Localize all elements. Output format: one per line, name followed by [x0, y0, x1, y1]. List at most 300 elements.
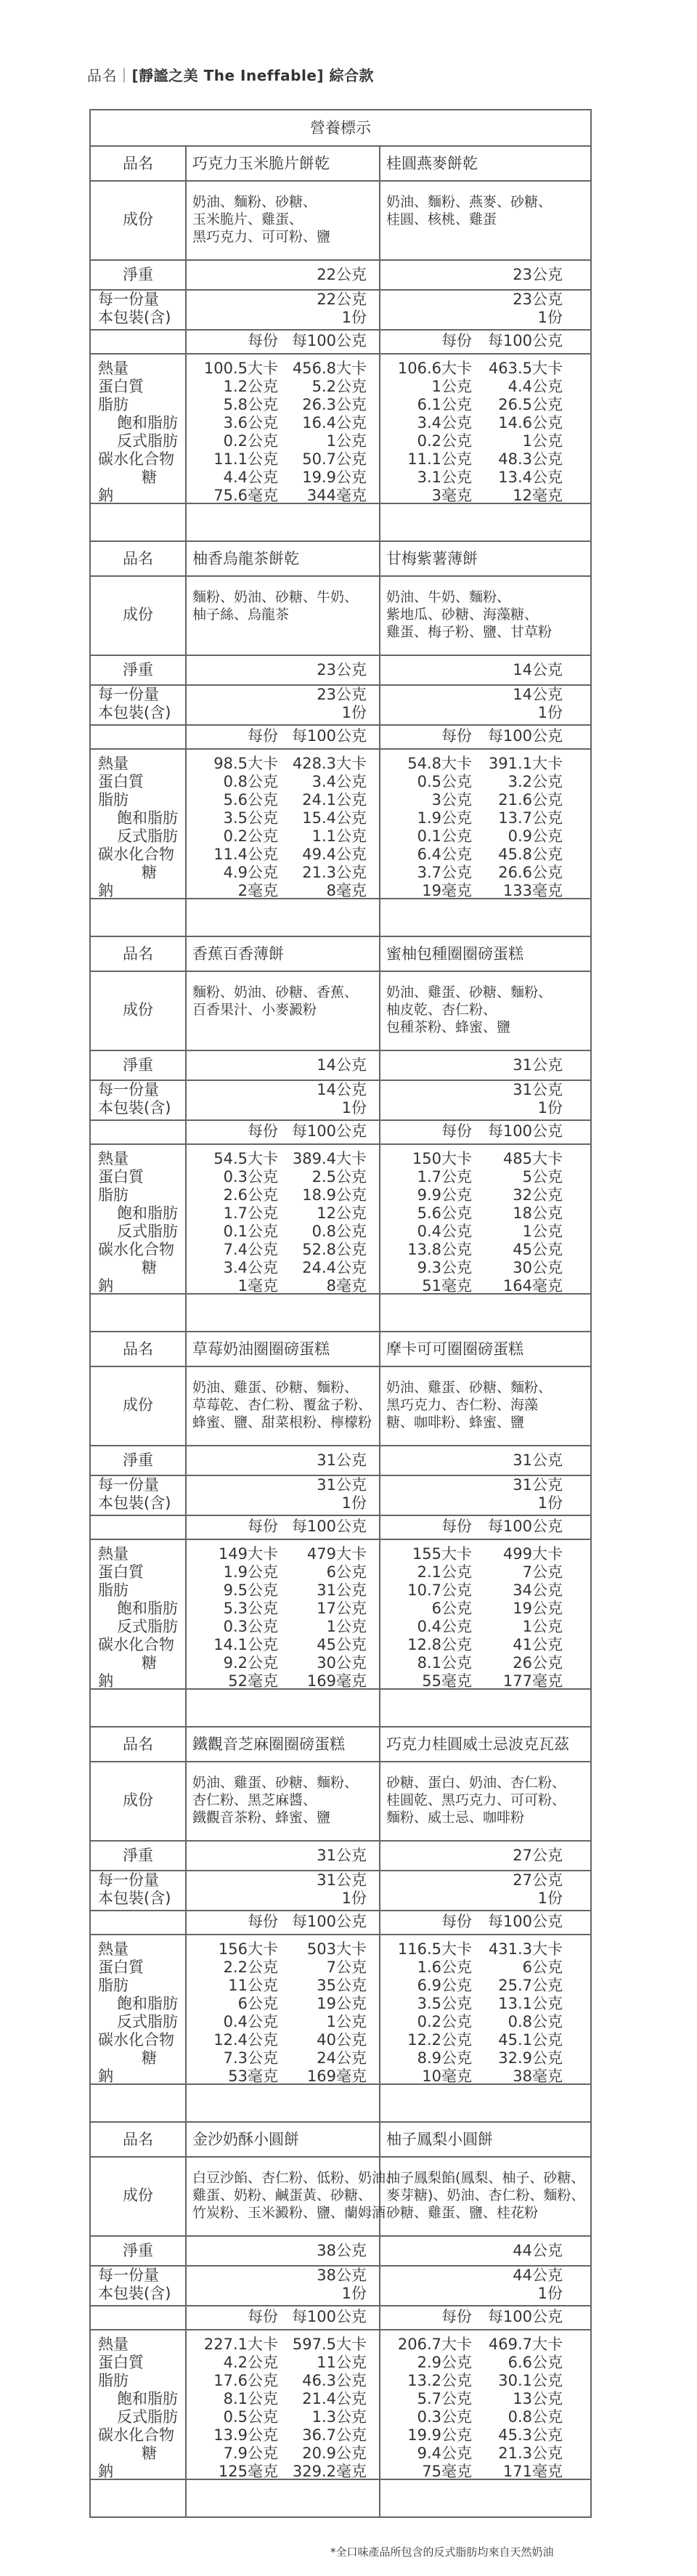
- col-header-per-100g: 每100公克: [487, 1122, 563, 1140]
- net-weight-value: 23公克: [317, 661, 367, 679]
- row-divider: [91, 259, 590, 261]
- nutrient-value-per-100g: 431.3大卡: [488, 1940, 563, 1958]
- col-header-per-serving: 每份: [441, 1913, 472, 1930]
- nutrient-value-per-serving: 3毫克: [431, 487, 472, 504]
- ingredients-line: 柚皮乾、杏仁粉、: [386, 1002, 497, 1018]
- nutrient-value-per-100g: 21.6公克: [498, 791, 563, 809]
- row-divider: [91, 971, 590, 972]
- col-header-per-100g: 每100公克: [291, 727, 367, 745]
- product-name: 柚香烏龍茶餅乾: [192, 550, 299, 567]
- nutrient-value-per-serving: 1.9公克: [223, 1563, 278, 1581]
- nutrient-value-per-serving: 0.4公克: [417, 1223, 472, 1240]
- nutrient-value-per-serving: 125毫克: [218, 2463, 278, 2480]
- row-divider: [91, 1910, 590, 1911]
- label-ingredients: 成份: [123, 211, 153, 228]
- nutrient-value-per-serving: 0.3公克: [223, 1618, 278, 1635]
- nutrient-value-per-100g: 32公克: [513, 1186, 563, 1204]
- col-header-per-100g: 每100公克: [487, 1518, 563, 1535]
- nutrient-value-per-100g: 46.3公克: [302, 2372, 367, 2389]
- label-net-weight: 淨重: [123, 2242, 153, 2259]
- ingredients-text: [386, 588, 552, 641]
- nutrient-label: 熱量: [98, 1940, 129, 1958]
- nutrient-value-per-100g: 5公克: [522, 1168, 563, 1186]
- nutrient-label: 碳水化合物: [98, 1636, 174, 1653]
- nutrient-value-per-100g: 479大卡: [306, 1545, 367, 1563]
- nutrient-value-per-100g: 171毫克: [502, 2463, 563, 2480]
- serving-size-value: 31公克: [513, 1476, 563, 1494]
- nutrient-value-per-serving: 100.5大卡: [203, 360, 278, 377]
- nutrient-label: 蛋白質: [98, 1168, 144, 1186]
- nutrient-value-per-serving: 55毫克: [422, 1672, 472, 1690]
- ingredients-line: 奶油、雞蛋、砂糖、麵粉、: [192, 1775, 359, 1791]
- nutrient-value-per-100g: 13.7公克: [498, 809, 563, 827]
- nutrient-value-per-100g: 40公克: [317, 2031, 367, 2049]
- nutrient-value-per-serving: 206.7大卡: [397, 2336, 472, 2353]
- nutrient-value-per-serving: 0.5公克: [223, 2408, 278, 2426]
- nutrient-label: 反式脂肪: [117, 432, 178, 450]
- col-header-per-serving: 每份: [441, 332, 472, 349]
- nutrient-label: 熱量: [98, 2336, 129, 2353]
- label-ingredients: 成份: [123, 606, 153, 623]
- ingredients-line: 麵粉、威士忌、咖啡粉: [386, 1810, 525, 1826]
- ingredients-line: 包種茶粉、蜂蜜、鹽: [386, 1019, 511, 1035]
- serving-size-value: 23公克: [317, 686, 367, 703]
- col-header-per-100g: 每100公克: [291, 332, 367, 349]
- column-divider: [379, 147, 380, 540]
- label-name: 品名: [123, 2131, 153, 2148]
- nutrient-value-per-100g: 34公克: [513, 1581, 563, 1599]
- table-body: [91, 147, 590, 2516]
- row-divider: [91, 1840, 590, 1842]
- nutrient-value-per-100g: 11公克: [317, 2354, 367, 2371]
- servings-per-package-value: 1份: [537, 704, 563, 721]
- col-header-per-100g: 每100公克: [291, 1122, 367, 1140]
- nutrient-value-per-serving: 7.9公克: [223, 2445, 278, 2462]
- ingredients-text: [386, 984, 552, 1036]
- product-name: 鐵觀音芝麻圈圈磅蛋糕: [192, 1735, 345, 1753]
- nutrient-value-per-100g: 5.2公克: [311, 378, 367, 395]
- nutrient-value-per-serving: 75.6毫克: [213, 487, 278, 504]
- nutrient-value-per-100g: 0.8公克: [508, 2408, 563, 2426]
- row-divider: [91, 329, 590, 331]
- net-weight-value: 38公克: [317, 2242, 367, 2259]
- nutrient-value-per-100g: 2.5公克: [311, 1168, 367, 1186]
- nutrient-value-per-serving: 9.4公克: [417, 2445, 472, 2462]
- nutrient-label: 碳水化合物: [98, 1241, 174, 1258]
- nutrient-value-per-serving: 13.8公克: [407, 1241, 472, 1258]
- product-name: 摩卡可可圈圈磅蛋糕: [386, 1340, 523, 1358]
- nutrient-value-per-serving: 4.9公克: [223, 864, 278, 881]
- nutrient-value-per-100g: 52.8公克: [302, 1241, 367, 1258]
- nutrient-value-per-100g: 169毫克: [306, 1672, 367, 1690]
- column-divider: [379, 1728, 380, 2121]
- ingredients-text: [192, 1774, 358, 1826]
- nutrient-value-per-serving: 14.1公克: [213, 1636, 278, 1653]
- nutrient-value-per-100g: 45公克: [513, 1241, 563, 1258]
- ingredients-line: 柚子鳳梨餡(鳳梨、柚子、砂糖、: [386, 2170, 585, 2186]
- nutrient-value-per-serving: 1.7公克: [223, 1204, 278, 1222]
- nutrient-value-per-100g: 49.4公克: [302, 846, 367, 863]
- nutrient-value-per-100g: 25.7公克: [498, 1977, 563, 1994]
- ingredients-text: [386, 2169, 584, 2221]
- nutrient-value-per-serving: 52毫克: [228, 1672, 278, 1690]
- ingredients-text: [386, 1379, 552, 1431]
- product-name: 巧克力玉米脆片餅乾: [192, 155, 330, 172]
- nutrient-value-per-serving: 6公克: [431, 1600, 472, 1617]
- col-header-per-100g: 每100公克: [487, 332, 563, 349]
- nutrient-value-per-100g: 19公克: [317, 1995, 367, 2012]
- ingredients-line: 紫地瓜、砂糖、海藻糖、: [386, 607, 539, 623]
- row-divider: [91, 748, 590, 750]
- nutrient-value-per-serving: 53毫克: [228, 2067, 278, 2085]
- nutrient-value-per-serving: 98.5大卡: [213, 755, 278, 772]
- ingredients-line: 奶油、雞蛋、砂糖、麵粉、: [386, 984, 553, 1000]
- row-divider: [91, 1761, 590, 1762]
- label-package: 本包裝(含): [98, 309, 171, 326]
- row-divider: [91, 2329, 590, 2330]
- nutrient-value-per-serving: 2.6公克: [223, 1186, 278, 1204]
- nutrient-value-per-serving: 54.8大卡: [407, 755, 472, 772]
- nutrient-value-per-serving: 3.1公克: [417, 469, 472, 486]
- servings-per-package-value: 1份: [537, 309, 563, 326]
- net-weight-value: 23公克: [513, 266, 563, 283]
- nutrient-label: 飽和脂肪: [117, 414, 178, 432]
- ingredients-line: 黑巧克力、杏仁粉、海藻: [386, 1397, 539, 1413]
- label-serving: 每一份量: [98, 1476, 159, 1494]
- nutrient-value-per-serving: 9.5公克: [223, 1581, 278, 1599]
- row-divider: [91, 1934, 590, 1935]
- nutrient-label: 糖: [142, 1259, 157, 1276]
- nutrient-value-per-100g: 45公克: [317, 1636, 367, 1653]
- label-net-weight: 淨重: [123, 1451, 153, 1469]
- nutrient-value-per-100g: 463.5大卡: [488, 360, 563, 377]
- nutrient-value-per-serving: 0.5公克: [417, 773, 472, 790]
- nutrient-value-per-100g: 45.3公克: [498, 2426, 563, 2444]
- row-divider: [91, 1539, 590, 1540]
- serving-size-value: 31公克: [513, 1081, 563, 1098]
- col-header-per-serving: 每份: [248, 1913, 278, 1930]
- nutrient-value-per-100g: 21.3公克: [498, 2445, 563, 2462]
- nutrient-value-per-serving: 0.4公克: [417, 1618, 472, 1635]
- net-weight-value: 31公克: [513, 1451, 563, 1469]
- nutrient-value-per-100g: 1公克: [522, 432, 563, 450]
- label-package: 本包裝(含): [98, 1099, 171, 1117]
- nutrient-value-per-serving: 12.2公克: [407, 2031, 472, 2049]
- product-name: 甘梅紫薯薄餅: [386, 550, 478, 567]
- nutrient-value-per-100g: 1公克: [326, 1618, 367, 1635]
- nutrient-value-per-100g: 21.4公克: [302, 2390, 367, 2407]
- nutrient-value-per-serving: 5.7公克: [417, 2390, 472, 2407]
- nutrient-label: 鈉: [98, 487, 113, 504]
- nutrient-value-per-100g: 13.4公克: [498, 469, 563, 486]
- nutrient-value-per-100g: 3.2公克: [508, 773, 563, 790]
- nutrient-value-per-100g: 1公克: [326, 2013, 367, 2030]
- serving-size-value: 22公克: [317, 291, 367, 308]
- nutrient-value-per-serving: 0.2公克: [223, 432, 278, 450]
- label-name: 品名: [123, 550, 153, 567]
- servings-per-package-value: 1份: [537, 2285, 563, 2302]
- nutrient-value-per-100g: 0.8公克: [508, 2013, 563, 2030]
- nutrient-value-per-serving: 13.2公克: [407, 2372, 472, 2389]
- nutrient-value-per-serving: 11.1公克: [407, 450, 472, 468]
- nutrient-value-per-serving: 12.8公克: [407, 1636, 472, 1653]
- net-weight-value: 44公克: [513, 2242, 563, 2259]
- nutrient-value-per-serving: 6.4公克: [417, 846, 472, 863]
- col-header-per-serving: 每份: [248, 727, 278, 745]
- nutrient-value-per-100g: 7公克: [326, 1959, 367, 1976]
- nutrient-value-per-100g: 48.3公克: [498, 450, 563, 468]
- label-ingredients: 成份: [123, 1396, 153, 1414]
- label-net-weight: 淨重: [123, 661, 153, 679]
- nutrient-value-per-serving: 5.3公克: [223, 1600, 278, 1617]
- net-weight-value: 31公克: [513, 1056, 563, 1074]
- servings-per-package-value: 1份: [341, 309, 367, 326]
- nutrient-value-per-serving: 3.7公克: [417, 864, 472, 881]
- col-header-per-100g: 每100公克: [291, 2308, 367, 2325]
- row-divider: [91, 1445, 590, 1446]
- nutrient-value-per-100g: 499大卡: [502, 1545, 563, 1563]
- ingredients-line: 奶油、雞蛋、砂糖、麵粉、: [386, 1380, 553, 1396]
- nutrient-value-per-serving: 1公克: [431, 378, 472, 395]
- nutrient-value-per-100g: 21.3公克: [302, 864, 367, 881]
- serving-size-value: 38公克: [317, 2267, 367, 2284]
- nutrient-label: 鈉: [98, 882, 113, 899]
- nutrient-value-per-100g: 31公克: [317, 1581, 367, 1599]
- ingredients-line: 桂圓、核桃、雞蛋: [386, 211, 497, 227]
- ingredients-line: 玉米脆片、雞蛋、: [192, 211, 303, 227]
- nutrient-label: 脂肪: [98, 1186, 129, 1204]
- serving-size-value: 27公克: [513, 1871, 563, 1889]
- product-name: 草莓奶油圈圈磅蛋糕: [192, 1340, 330, 1358]
- label-name: 品名: [123, 1735, 153, 1753]
- label-net-weight: 淨重: [123, 1847, 153, 1864]
- net-weight-value: 27公克: [513, 1847, 563, 1864]
- nutrient-value-per-serving: 9.3公克: [417, 1259, 472, 1276]
- nutrient-label: 反式脂肪: [117, 2013, 178, 2030]
- nutrient-value-per-serving: 4.4公克: [223, 469, 278, 486]
- row-divider: [91, 1515, 590, 1516]
- nutrient-label: 鈉: [98, 2067, 113, 2085]
- nutrient-label: 反式脂肪: [117, 827, 178, 845]
- ingredients-line: 奶油、麵粉、燕麥、砂糖、: [386, 194, 553, 210]
- nutrient-value-per-serving: 0.1公克: [417, 827, 472, 845]
- product-block: [91, 2123, 590, 2516]
- column-divider: [379, 937, 380, 1331]
- ingredients-line: 雞蛋、奶粉、鹹蛋黃、砂糖、: [192, 2187, 372, 2203]
- nutrient-value-per-100g: 329.2毫克: [292, 2463, 367, 2480]
- nutrient-value-per-serving: 0.3公克: [417, 2408, 472, 2426]
- nutrient-value-per-100g: 8毫克: [326, 1277, 367, 1295]
- nutrient-value-per-100g: 20.9公克: [302, 2445, 367, 2462]
- nutrient-value-per-100g: 1公克: [522, 1618, 563, 1635]
- nutrient-value-per-100g: 14.6公克: [498, 414, 563, 432]
- nutrient-value-per-serving: 116.5大卡: [397, 1940, 472, 1958]
- col-header-per-serving: 每份: [441, 727, 472, 745]
- nutrient-value-per-serving: 19毫克: [422, 882, 472, 899]
- col-header-per-100g: 每100公克: [487, 727, 563, 745]
- servings-per-package-value: 1份: [341, 1099, 367, 1117]
- column-divider: [379, 542, 380, 936]
- nutrient-value-per-serving: 3.6公克: [223, 414, 278, 432]
- nutrient-label: 蛋白質: [98, 2354, 144, 2371]
- col-header-per-serving: 每份: [248, 2308, 278, 2325]
- nutrient-label: 飽和脂肪: [117, 1600, 178, 1617]
- nutrient-value-per-serving: 155大卡: [412, 1545, 472, 1563]
- label-ingredients: 成份: [123, 2187, 153, 2204]
- nutrient-value-per-serving: 0.3公克: [223, 1168, 278, 1186]
- nutrient-value-per-100g: 6.6公克: [508, 2354, 563, 2371]
- nutrient-value-per-serving: 3.5公克: [417, 1995, 472, 2012]
- nutrient-value-per-serving: 1.7公克: [417, 1168, 472, 1186]
- nutrient-value-per-serving: 13.9公克: [213, 2426, 278, 2444]
- nutrient-value-per-serving: 8.1公克: [417, 1654, 472, 1672]
- row-divider: [91, 655, 590, 656]
- ingredients-line: 砂糖、蛋白、奶油、杏仁粉、: [386, 1775, 566, 1791]
- ingredients-text: [192, 588, 358, 623]
- nutrient-label: 糖: [142, 2445, 157, 2462]
- nutrient-label: 熱量: [98, 755, 129, 772]
- nutrient-value-per-serving: 1.6公克: [417, 1959, 472, 1976]
- column-divider: [185, 2123, 187, 2516]
- product-name: 柚子鳳梨小圓餅: [386, 2131, 493, 2148]
- nutrient-value-per-serving: 7.4公克: [223, 1241, 278, 1258]
- nutrient-value-per-serving: 106.6大卡: [397, 360, 472, 377]
- nutrient-value-per-serving: 2.9公克: [417, 2354, 472, 2371]
- serving-size-value: 14公克: [317, 1081, 367, 1098]
- nutrient-value-per-serving: 2毫克: [237, 882, 278, 899]
- nutrient-value-per-serving: 0.2公克: [417, 2013, 472, 2030]
- nutrient-value-per-serving: 3公克: [431, 791, 472, 809]
- nutrient-value-per-100g: 0.8公克: [311, 1223, 367, 1240]
- nutrient-label: 碳水化合物: [98, 846, 174, 863]
- col-header-per-serving: 每份: [248, 1518, 278, 1535]
- nutrient-label: 熱量: [98, 1545, 129, 1563]
- nutrient-value-per-100g: 26.5公克: [498, 396, 563, 413]
- nutrient-value-per-100g: 177毫克: [502, 1672, 563, 1690]
- nutrient-label: 脂肪: [98, 1581, 129, 1599]
- label-name: 品名: [123, 945, 153, 963]
- ingredients-text: [386, 1774, 566, 1826]
- nutrient-label: 飽和脂肪: [117, 2390, 178, 2407]
- label-net-weight: 淨重: [123, 1056, 153, 1074]
- nutrient-value-per-serving: 11公克: [228, 1977, 278, 1994]
- nutrient-label: 反式脂肪: [117, 2408, 178, 2426]
- ingredients-line: 桂圓乾、黑巧克力、可可粉、: [386, 1792, 566, 1808]
- label-package: 本包裝(含): [98, 1494, 171, 1512]
- nutrient-value-per-100g: 344毫克: [306, 487, 367, 504]
- nutrient-value-per-100g: 24.4公克: [302, 1259, 367, 1276]
- label-serving: 每一份量: [98, 291, 159, 308]
- nutrient-value-per-serving: 9.9公克: [417, 1186, 472, 1204]
- nutrient-value-per-serving: 6公克: [237, 1995, 278, 2012]
- nutrient-value-per-serving: 3.4公克: [417, 414, 472, 432]
- nutrient-value-per-serving: 10.7公克: [407, 1581, 472, 1599]
- ingredients-text: [192, 984, 358, 1018]
- servings-per-package-value: 1份: [341, 2285, 367, 2302]
- servings-per-package-value: 1份: [537, 1494, 563, 1512]
- ingredients-line: 奶油、雞蛋、砂糖、麵粉、: [192, 1380, 359, 1396]
- nutrient-value-per-100g: 485大卡: [502, 1150, 563, 1167]
- nutrient-value-per-100g: 597.5大卡: [292, 2336, 367, 2353]
- nutrient-label: 脂肪: [98, 2372, 129, 2389]
- product-block: [91, 1728, 590, 2123]
- nutrient-value-per-serving: 6.1公克: [417, 396, 472, 413]
- ingredients-line: 柚子絲、烏龍茶: [192, 607, 290, 623]
- heading-title: [靜謐之美 The Ineffable] 綜合款: [131, 67, 374, 84]
- nutrient-value-per-serving: 5.6公克: [417, 1204, 472, 1222]
- product-name: 香蕉百香薄餅: [192, 945, 284, 963]
- label-serving: 每一份量: [98, 1081, 159, 1098]
- product-name: 巧克力桂圓威士忌波克瓦茲: [386, 1735, 569, 1753]
- nutrient-value-per-100g: 50.7公克: [302, 450, 367, 468]
- col-header-per-serving: 每份: [248, 1122, 278, 1140]
- nutrient-value-per-100g: 15.4公克: [302, 809, 367, 827]
- col-header-per-serving: 每份: [441, 2308, 472, 2325]
- nutrient-value-per-serving: 227.1大卡: [203, 2336, 278, 2353]
- ingredients-line: 杏仁粉、黑芝麻醬、: [192, 1792, 317, 1808]
- nutrient-value-per-serving: 17.6公克: [213, 2372, 278, 2389]
- product-name: 金沙奶酥小圓餅: [192, 2131, 299, 2148]
- nutrient-value-per-100g: 19.9公克: [302, 469, 367, 486]
- col-header-per-100g: 每100公克: [291, 1518, 367, 1535]
- nutrient-value-per-100g: 19公克: [513, 1600, 563, 1617]
- label-name: 品名: [123, 155, 153, 172]
- nutrient-value-per-serving: 8.1公克: [223, 2390, 278, 2407]
- nutrient-value-per-serving: 11.4公克: [213, 846, 278, 863]
- nutrient-value-per-serving: 1.9公克: [417, 809, 472, 827]
- ingredients-text: [192, 2169, 399, 2221]
- nutrient-value-per-100g: 30公克: [513, 1259, 563, 1276]
- product-block: [91, 937, 590, 1332]
- row-divider: [91, 575, 590, 577]
- ingredients-line: 麵粉、奶油、砂糖、牛奶、: [192, 589, 359, 605]
- ingredients-line: 糖、咖啡粉、蜂蜜、鹽: [386, 1414, 525, 1430]
- nutrient-label: 鈉: [98, 1672, 113, 1690]
- label-net-weight: 淨重: [123, 266, 153, 283]
- nutrient-value-per-100g: 1.3公克: [311, 2408, 367, 2426]
- nutrient-value-per-100g: 17公克: [317, 1600, 367, 1617]
- nutrient-value-per-serving: 2.2公克: [223, 1959, 278, 1976]
- ingredients-text: [192, 193, 330, 246]
- nutrient-value-per-100g: 3.4公克: [311, 773, 367, 790]
- nutrient-label: 飽和脂肪: [117, 1204, 178, 1222]
- nutrient-value-per-serving: 5.6公克: [223, 791, 278, 809]
- nutrient-label: 鈉: [98, 1277, 113, 1295]
- ingredients-line: 百香果汁、小麥澱粉: [192, 1002, 317, 1018]
- nutrient-value-per-serving: 0.2公克: [223, 827, 278, 845]
- net-weight-value: 31公克: [317, 1847, 367, 1864]
- serving-size-value: 44公克: [513, 2267, 563, 2284]
- serving-size-value: 31公克: [317, 1476, 367, 1494]
- nutrient-value-per-100g: 30.1公克: [498, 2372, 563, 2389]
- column-divider: [185, 937, 187, 1331]
- nutrient-value-per-serving: 0.1公克: [223, 1223, 278, 1240]
- nutrient-value-per-100g: 12毫克: [513, 487, 563, 504]
- nutrient-value-per-100g: 26.3公克: [302, 396, 367, 413]
- nutrient-value-per-100g: 503大卡: [306, 1940, 367, 1958]
- nutrient-value-per-100g: 1公克: [522, 1223, 563, 1240]
- nutrient-value-per-100g: 8毫克: [326, 882, 367, 899]
- net-weight-value: 31公克: [317, 1451, 367, 1469]
- nutrient-value-per-serving: 150大卡: [412, 1150, 472, 1167]
- ingredients-line: 竹炭粉、玉米澱粉、鹽、蘭姆酒: [192, 2205, 386, 2221]
- servings-per-package-value: 1份: [537, 1890, 563, 1907]
- column-divider: [185, 1728, 187, 2121]
- nutrient-label: 糖: [142, 2049, 157, 2067]
- nutrient-label: 蛋白質: [98, 773, 144, 790]
- nutrient-value-per-100g: 36.7公克: [302, 2426, 367, 2444]
- nutrient-label: 反式脂肪: [117, 1223, 178, 1240]
